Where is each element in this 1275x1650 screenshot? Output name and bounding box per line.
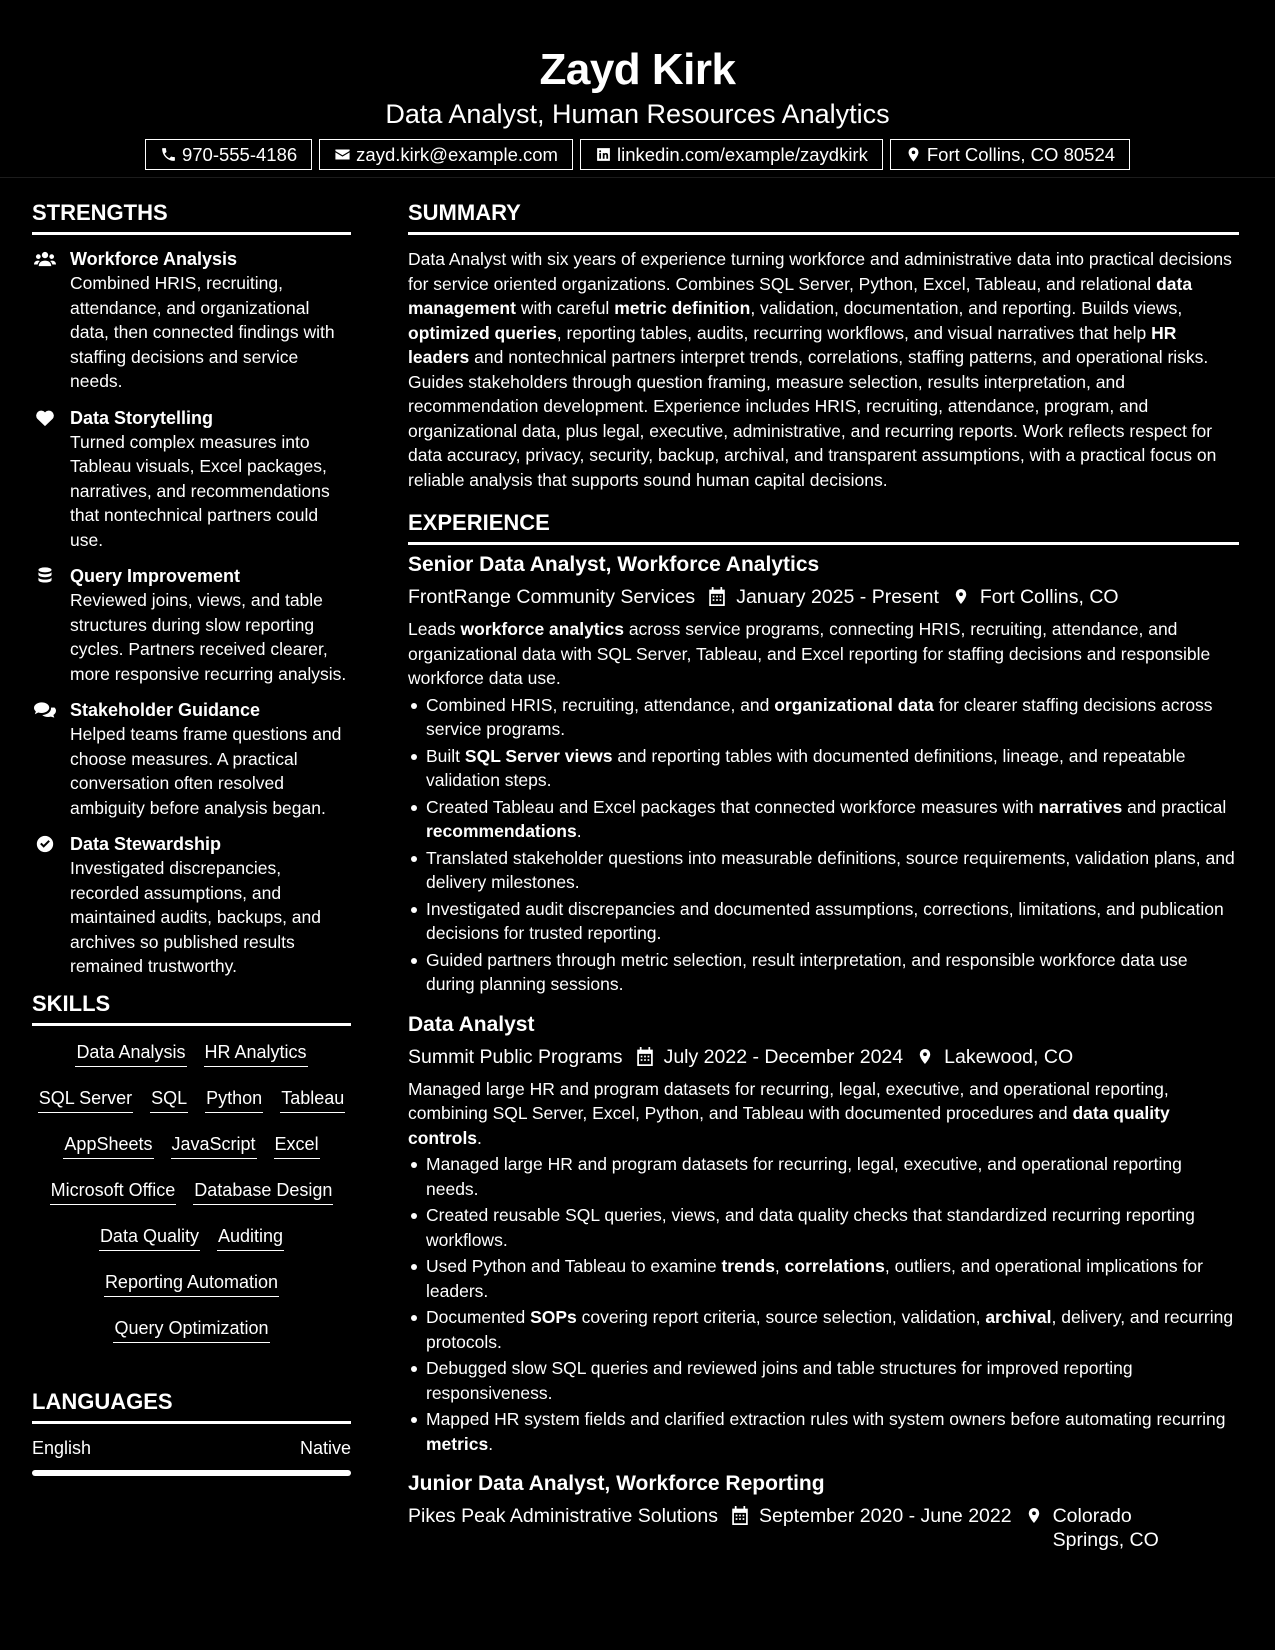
job-dates: July 2022 - December 2024 — [663, 1045, 904, 1068]
skill-tag: HR Analytics — [204, 1040, 308, 1067]
strength-item — [32, 832, 351, 979]
skill-tag: AppSheets — [63, 1132, 153, 1159]
job-location: Fort Collins, CO — [979, 586, 1119, 608]
contact-linkedin[interactable] — [580, 139, 883, 170]
email-text: zayd.kirk@example.com — [356, 143, 558, 165]
strength-text: Helped teams frame questions and choose measures. A practical conversation often resolved ambiguity before analysis began. — [70, 724, 342, 818]
job-bullet: Mapped HR system fields and clarified extraction rules with system owners before automating recurring metrics. — [408, 1407, 1239, 1456]
job-bullet: Managed large HR and program datasets for recurring, legal, executive, and operational reporting needs. — [408, 1152, 1239, 1201]
job-meta — [408, 1504, 1239, 1552]
calendar-icon — [731, 1506, 749, 1525]
skill-tag: Data Quality — [99, 1224, 200, 1251]
skill-tag: Auditing — [217, 1224, 284, 1251]
contact-email[interactable] — [319, 139, 573, 170]
strength-text: Reviewed joins, views, and table structures during slow reporting cycles. Partners received clearer, more responsive recurring analysis. — [70, 590, 347, 684]
check-circle-icon — [34, 835, 56, 853]
job-description: Leads workforce analytics across service programs, connecting HRIS, recruiting, attendance, and organizational data with SQL Server, Tableau, and Excel reporting for staffing decisions and responsible workforce data use. — [408, 619, 1211, 688]
job-location: Colorado Springs, CO — [1052, 1505, 1159, 1551]
skills-list — [32, 1038, 351, 1343]
skill-tag: Excel — [274, 1132, 320, 1159]
job-bullet: Documented SOPs covering report criteria, source selection, validation, archival, delivery, and recurring protocols. — [408, 1305, 1239, 1354]
languages-section — [32, 1389, 351, 1476]
experience-heading: EXPERIENCE — [408, 510, 1239, 545]
strength-title: Workforce Analysis — [70, 249, 238, 269]
strength-title: Data Storytelling — [70, 407, 214, 428]
experience-section — [408, 510, 1239, 1552]
language-name: English — [32, 1437, 92, 1458]
job-dates: September 2020 - June 2022 — [758, 1505, 1012, 1527]
skill-tag: Tableau — [280, 1086, 345, 1113]
strength-text: Combined HRIS, recruiting, attendance, and organizational data, then connected findings with staffing decisions and service needs. — [70, 273, 335, 391]
calendar-icon — [636, 1047, 654, 1066]
skill-tag: SQL — [150, 1086, 188, 1113]
job-role: Senior Data Analyst, Workforce Analytics — [408, 553, 820, 576]
job-entry — [408, 1470, 1239, 1552]
job-meta — [408, 585, 1239, 609]
job-entry — [408, 551, 1239, 997]
job-bullet: Created reusable SQL queries, views, and data quality checks that standardized recurring reporting workflows. — [408, 1203, 1239, 1252]
resume-header — [0, 0, 1275, 178]
users-icon — [34, 250, 56, 268]
language-row — [32, 1436, 351, 1460]
job-bullet: Debugged slow SQL queries and reviewed joins and table structures for improved reporting responsiveness. — [408, 1356, 1239, 1405]
job-location: Lakewood, CO — [944, 1045, 1074, 1068]
strengths-heading: STRENGTHS — [32, 200, 351, 235]
skill-tag: Python — [205, 1086, 263, 1113]
strength-item — [32, 406, 351, 553]
contact-phone[interactable] — [145, 139, 312, 170]
summary-section — [408, 200, 1239, 492]
job-company: Summit Public Programs — [408, 1045, 623, 1068]
skill-tag: JavaScript — [171, 1132, 257, 1159]
skills-section — [32, 991, 351, 1343]
comments-icon — [34, 701, 56, 719]
heart-icon — [34, 409, 56, 427]
skill-tag: Database Design — [193, 1178, 333, 1205]
location-text: Fort Collins, CO 80524 — [926, 143, 1116, 165]
skill-tag: Query Optimization — [113, 1316, 269, 1343]
job-bullet: Created Tableau and Excel packages that connected workforce measures with narratives and practical recommendations. — [408, 795, 1239, 844]
job-bullet: Investigated audit discrepancies and documented assumptions, corrections, limitations, and publication decisions for trusted reporting. — [408, 897, 1239, 946]
job-bullet: Built SQL Server views and reporting tables with documented definitions, lineage, and repeatable validation steps. — [408, 744, 1239, 793]
right-column — [408, 178, 1239, 1552]
skill-tag: SQL Server — [38, 1086, 133, 1113]
skill-tag: Reporting Automation — [104, 1270, 279, 1297]
job-role: Data Analyst — [408, 1012, 535, 1036]
strength-title: Stakeholder Guidance — [70, 700, 261, 720]
contact-bar — [0, 139, 1275, 170]
strength-text: Investigated discrepancies, recorded assumptions, and maintained audits, backups, and archives so published results remained trustworthy. — [70, 858, 321, 976]
job-role: Junior Data Analyst, Workforce Reporting — [408, 1472, 825, 1495]
language-proficiency-bar — [32, 1470, 351, 1476]
job-bullet: Translated stakeholder questions into measurable definitions, source requirements, validation plans, and delivery milestones. — [408, 846, 1239, 895]
phone-text: 970-555-4186 — [181, 143, 298, 165]
job-description: Managed large HR and program datasets for recurring, legal, executive, and operational reporting, combining SQL Server, Excel, Python, and Tableau with documented procedures and data quality controls. — [408, 1078, 1170, 1148]
summary-text: Data Analyst with six years of experience turning workforce and administrative data into practical decisions for service oriented organizations. Combines SQL Server, Python, Excel, Tableau, and relational data management with careful metric definition, validation, documentation, and reporting. Builds views, optimized queries, reporting tables, audits, recurring workflows, and visual narratives that help HR leaders and nontechnical partners interpret trends, correlations, staffing patterns, and operational risks. Guides stakeholders through question framing, measure selection, results interpretation, and recommendation development. Experience includes HRIS, recruiting, attendance, program, and organizational data, plus legal, executive, administrative, and recurring reports. Work reflects respect for data accuracy, privacy, security, backup, archival, and transparent assumptions, with a practical focus on reliable analysis that supports sound human capital decisions. — [408, 249, 1232, 490]
job-bullets — [408, 693, 1239, 997]
job-dates: January 2025 - Present — [736, 586, 939, 608]
skill-tag: Data Analysis — [75, 1040, 186, 1067]
strength-item — [32, 564, 351, 686]
job-company: FrontRange Community Services — [408, 586, 696, 608]
map-pin-icon — [916, 1047, 934, 1066]
strength-item — [32, 247, 351, 394]
strengths-section — [32, 200, 351, 979]
map-pin-icon — [952, 587, 970, 606]
job-bullet: Combined HRIS, recruiting, attendance, and organizational data for clearer staffing decisions across service programs. — [408, 693, 1239, 742]
left-column — [32, 178, 351, 1476]
language-level: Native — [299, 1437, 351, 1458]
job-meta — [408, 1045, 1239, 1069]
calendar-icon — [708, 587, 726, 606]
phone-icon — [160, 146, 177, 163]
map-pin-icon — [905, 146, 922, 163]
summary-heading: SUMMARY — [408, 200, 1239, 235]
strength-title: Query Improvement — [70, 566, 241, 586]
contact-location — [890, 139, 1130, 170]
strength-title: Data Stewardship — [70, 834, 222, 854]
linkedin-text: linkedin.com/example/zaydkirk — [616, 143, 868, 165]
linkedin-icon — [595, 146, 612, 163]
candidate-title: Data Analyst, Human Resources Analytics — [385, 99, 890, 129]
job-bullet: Used Python and Tableau to examine trends, correlations, outliers, and operational implications for leaders. — [408, 1254, 1239, 1303]
job-entry — [408, 1011, 1239, 1457]
envelope-icon — [334, 146, 351, 163]
languages-heading: LANGUAGES — [32, 1389, 351, 1424]
skills-heading: SKILLS — [32, 991, 351, 1026]
skill-tag: Microsoft Office — [50, 1178, 177, 1205]
strength-text: Turned complex measures into Tableau visuals, Excel packages, narratives, and recommendations that nontechnical partners could use. — [70, 431, 330, 550]
job-bullet: Guided partners through metric selection, result interpretation, and responsible workforce data use during planning sessions. — [408, 948, 1239, 997]
job-bullets — [408, 1152, 1239, 1456]
job-company: Pikes Peak Administrative Solutions — [408, 1505, 718, 1527]
map-pin-icon — [1025, 1506, 1043, 1525]
candidate-name: Zayd Kirk — [539, 45, 736, 94]
strength-item — [32, 698, 351, 820]
database-icon — [34, 567, 56, 585]
